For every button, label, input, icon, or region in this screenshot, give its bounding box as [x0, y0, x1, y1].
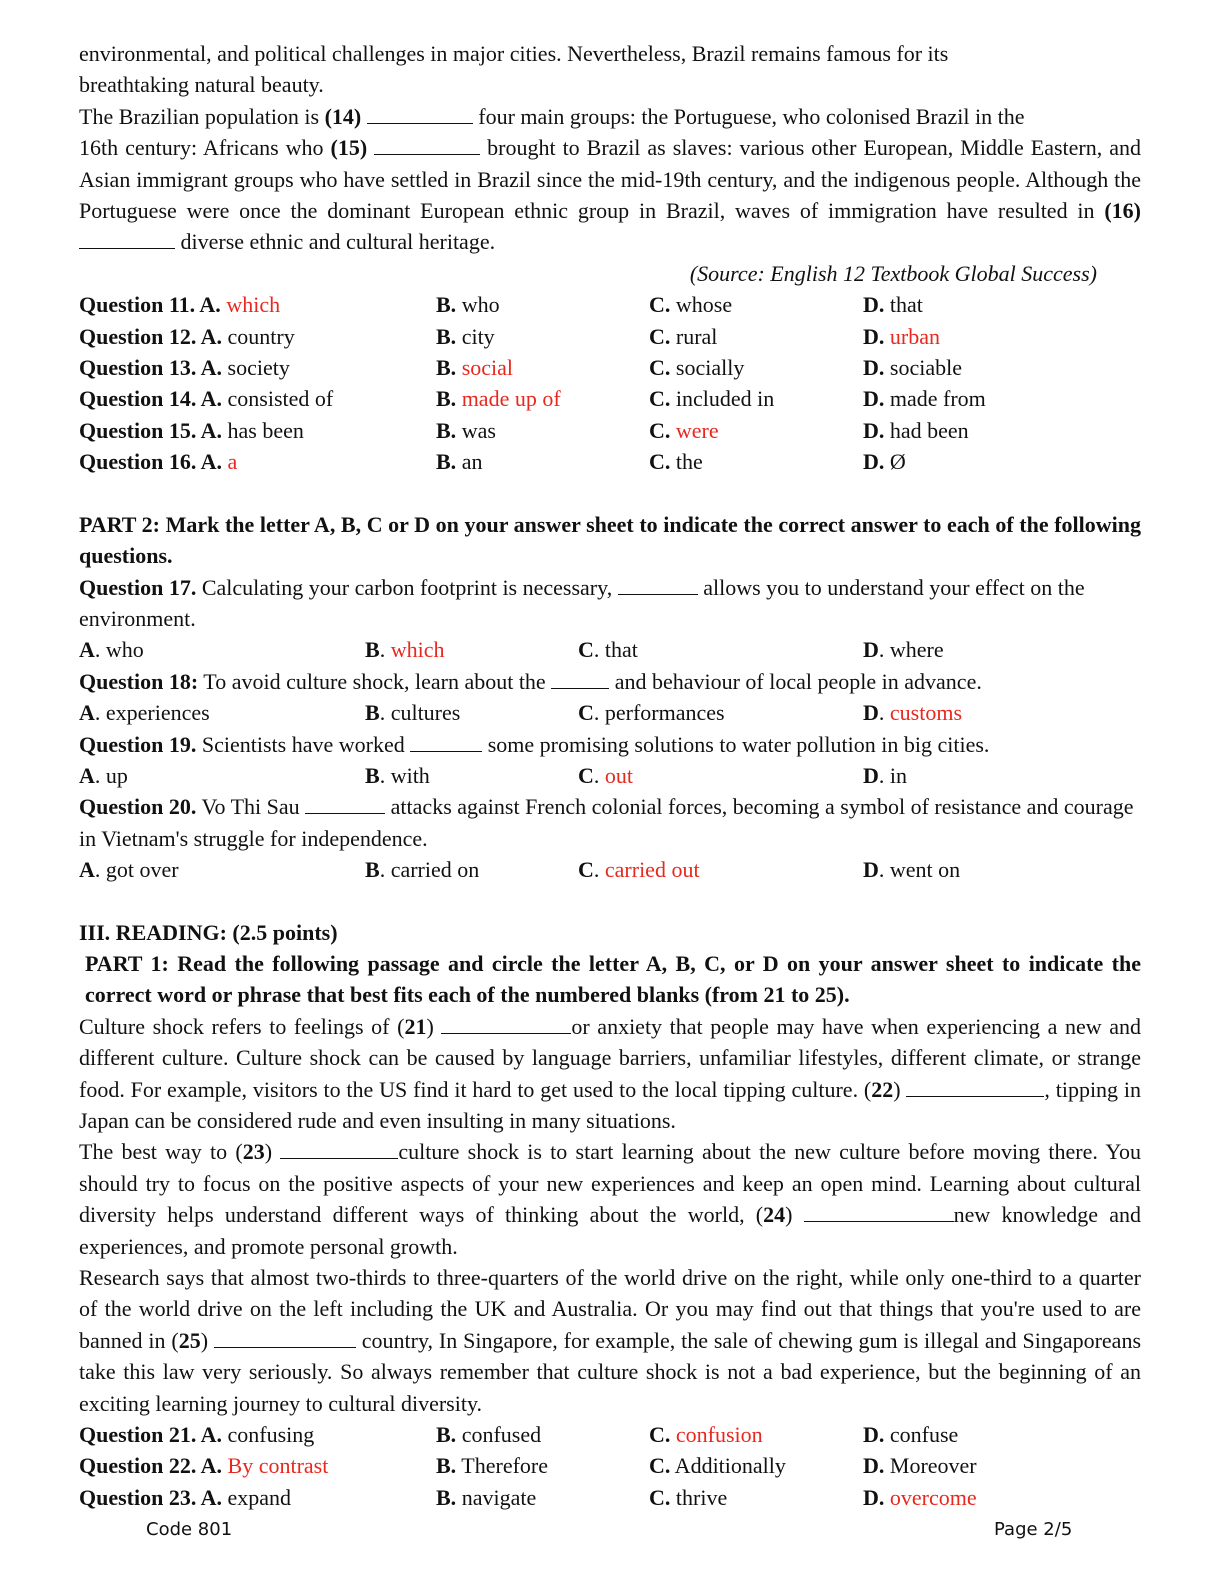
blank-21 [441, 1013, 571, 1034]
blank-23 [280, 1138, 398, 1159]
option-text: Additionally [670, 1453, 786, 1479]
option-b [436, 383, 649, 414]
question-label: Question 12. A. [79, 323, 223, 349]
exam-page [79, 38, 1141, 1513]
options-17 [79, 634, 1141, 665]
option-text: in [889, 762, 908, 788]
passage-text: 16th century: Africans who [79, 135, 331, 161]
option-dot: . [593, 857, 605, 883]
blank-19 [410, 731, 482, 752]
option-text: confusion [670, 1422, 763, 1448]
option-text: society [222, 355, 290, 381]
question-label: Question 21. A. [79, 1422, 223, 1448]
question-label: Question 15. A. [79, 417, 223, 443]
option-a [79, 854, 365, 885]
option-text: had been [884, 417, 969, 443]
options-19 [79, 760, 1141, 791]
question-options-row [79, 1419, 1141, 1450]
passage-text: brought to Brazil as slaves: various other European, Middle Eastern, and Asian immigrant groups who have settled in Brazil since the mid-19th century, and the indigenous people. Although the Portuguese were once the dominant European ethnic group in Brazil, waves of immigration have resulted in [79, 135, 1141, 224]
option-letter: D. [863, 449, 885, 475]
option-text: was [456, 417, 496, 443]
option-letter: D. [863, 1422, 885, 1448]
option-letter: B. [436, 292, 457, 318]
blank-25 [214, 1327, 356, 1348]
option-text: city [456, 323, 495, 349]
option-dot: . [94, 857, 106, 883]
option-text: which [390, 637, 445, 663]
option-text: By contrast [222, 1453, 329, 1479]
question-19 [79, 729, 1141, 760]
option-letter: B. [436, 449, 457, 475]
option-a [79, 1419, 436, 1450]
options-18 [79, 697, 1141, 728]
question-label: Question 20. [79, 794, 197, 820]
option-text: confused [456, 1422, 542, 1448]
option-c [649, 289, 863, 320]
option-dot: . [593, 762, 605, 788]
option-d [863, 1450, 1103, 1481]
option-a [79, 634, 365, 665]
option-letter: C. [649, 355, 671, 381]
option-text: urban [884, 323, 940, 349]
option-text: out [604, 762, 634, 788]
option-c [578, 634, 863, 665]
option-text: a [222, 449, 238, 475]
option-c [578, 760, 863, 791]
option-c [649, 1419, 863, 1450]
option-d [863, 854, 1103, 885]
option-c [649, 1450, 863, 1481]
passage-line: environmental, and political challenges in major cities. Nevertheless, Brazil remains famous for its [79, 41, 949, 66]
option-a [79, 289, 436, 320]
option-text: Moreover [884, 1453, 977, 1479]
option-letter: B. [436, 1422, 457, 1448]
option-d [863, 1419, 1103, 1450]
reading-paragraph-2 [79, 1136, 1141, 1262]
blank-number-16: (16) [1104, 198, 1141, 224]
blank-15 [374, 134, 480, 155]
option-text: who [456, 292, 500, 318]
passage-text: diverse ethnic and cultural heritage. [175, 229, 496, 255]
option-letter: B. [436, 417, 457, 443]
question-text: allows you to understand your effect on the environment. [79, 574, 1085, 631]
option-text: whose [670, 292, 733, 318]
option-text: with [390, 762, 430, 788]
options-block-21-23 [79, 1419, 1141, 1513]
options-block-11-16 [79, 289, 1141, 477]
question-text: attacks against French colonial forces, becoming a symbol of resistance and courage in Vietnam's struggle for independence. [79, 794, 1134, 851]
option-letter: D. [863, 1453, 885, 1479]
question-label: Question 23. A. [79, 1484, 223, 1510]
option-c [649, 383, 863, 414]
option-letter: A [79, 700, 95, 726]
option-letter: C. [649, 1453, 671, 1479]
option-letter: B. [436, 355, 457, 381]
question-options-row [79, 1450, 1141, 1481]
option-letter: C. [649, 1422, 671, 1448]
option-letter: B [365, 762, 380, 788]
option-a [79, 321, 436, 352]
question-options-row [79, 352, 1141, 383]
option-text: carried on [390, 857, 480, 883]
question-18 [79, 666, 1141, 697]
option-text: confuse [884, 1422, 959, 1448]
option-dot: . [593, 637, 605, 663]
option-dot: . [94, 637, 106, 663]
blank-24 [804, 1201, 954, 1222]
passage-text: The best way to ( [79, 1139, 243, 1165]
option-a [79, 415, 436, 446]
option-text: Ø [884, 449, 906, 475]
option-dot: . [94, 700, 106, 726]
question-label: Question 18: [79, 668, 199, 694]
option-text: expand [222, 1484, 292, 1510]
option-d [863, 760, 1103, 791]
passage-text: four main groups: the Portuguese, who colonised Brazil in the [472, 103, 1025, 129]
option-dot: . [379, 700, 391, 726]
blank-16 [79, 228, 175, 249]
option-b [436, 1450, 649, 1481]
passage-text: , tipping in Japan can be considered rude and even insulting in many situations. [79, 1076, 1141, 1133]
option-b [436, 1482, 649, 1513]
option-d [863, 697, 1103, 728]
option-dot: . [94, 762, 106, 788]
option-text: the [670, 449, 703, 475]
blank-14 [367, 103, 473, 124]
option-a [79, 760, 365, 791]
option-letter: D [863, 700, 879, 726]
option-b [436, 289, 649, 320]
reading-heading: III. READING: (2.5 points) [79, 919, 338, 945]
option-letter: B. [436, 386, 457, 412]
part2-heading: PART 2: Mark the letter A, B, C or D on your answer sheet to indicate the correct answer to each of the following questions. [79, 511, 1141, 569]
option-a [79, 383, 436, 414]
option-text: navigate [456, 1484, 537, 1510]
option-letter: B. [436, 1484, 457, 1510]
option-letter: C. [649, 323, 671, 349]
blank-20 [305, 793, 385, 814]
option-letter: B. [436, 1453, 457, 1479]
question-label: Question 22. A. [79, 1453, 223, 1479]
question-label: Question 11. A. [79, 292, 221, 318]
option-text: that [884, 292, 923, 318]
question-text: To avoid culture shock, learn about the [198, 668, 552, 694]
option-d [863, 383, 1103, 414]
passage-text: Research says that almost two-thirds to three-quarters of the world drive on the right, while only one-third to a quarter of the world drive on the left including the UK and Australia. Or you may find out that things that you're used to are banned in ( [79, 1265, 1141, 1353]
option-letter: D. [863, 355, 885, 381]
option-text: that [604, 637, 638, 663]
passage-text: or anxiety that people may have when experiencing a new and different culture. Culture shock can be caused by language barriers, unfamiliar lifestyles, different climate, or strange food. For example, visitors to the US find it hard to get used to the local tipping culture. ( [79, 1013, 1142, 1102]
question-options-row [79, 321, 1141, 352]
option-d [863, 289, 1103, 320]
option-text: performances [604, 700, 725, 726]
option-letter: C. [649, 292, 671, 318]
question-options-row [79, 446, 1141, 477]
option-a [79, 1450, 436, 1481]
option-text: cultures [390, 700, 461, 726]
option-d [863, 446, 1103, 477]
option-b [365, 634, 578, 665]
option-letter: D. [863, 292, 885, 318]
option-dot: . [878, 857, 890, 883]
option-d [863, 352, 1103, 383]
option-text: got over [105, 857, 179, 883]
option-text: social [456, 355, 514, 381]
passage-text: new knowledge and experiences, and promote personal growth. [79, 1202, 1141, 1259]
reading-paragraph-1 [79, 1011, 1141, 1137]
option-letter: A [79, 857, 95, 883]
option-b [436, 1419, 649, 1450]
option-text: consisted of [222, 386, 334, 412]
question-options-row [79, 383, 1141, 414]
option-text: overcome [884, 1484, 977, 1510]
option-letter: C [578, 857, 594, 883]
option-text: sociable [884, 355, 962, 381]
option-b [365, 854, 578, 885]
blank-18 [551, 668, 609, 689]
option-letter: D. [863, 386, 885, 412]
option-text: rural [670, 323, 718, 349]
option-c [649, 321, 863, 352]
option-text: carried out [604, 857, 700, 883]
options-20 [79, 854, 1141, 885]
option-c [649, 415, 863, 446]
option-a [79, 446, 436, 477]
option-letter: A [79, 637, 95, 663]
option-text: confusing [222, 1422, 315, 1448]
exam-code: Code 801 [146, 1519, 233, 1540]
option-c [649, 446, 863, 477]
question-20 [79, 791, 1141, 854]
passage-text: ) [893, 1076, 907, 1102]
passage-text: ) [426, 1013, 442, 1039]
reading-paragraph-3 [79, 1262, 1141, 1419]
option-letter: C [578, 762, 594, 788]
passage-text: Culture shock refers to feelings of ( [79, 1013, 405, 1039]
option-letter: B [365, 637, 380, 663]
option-text: who [105, 637, 144, 663]
blank-number-25: 25 [178, 1327, 201, 1353]
option-letter: D. [863, 417, 885, 443]
blank-number-22: 22 [871, 1076, 894, 1102]
option-text: an [456, 449, 483, 475]
question-options-row [79, 289, 1141, 320]
option-text: went on [889, 857, 961, 883]
question-label: Question 13. A. [79, 355, 223, 381]
option-dot: . [878, 700, 890, 726]
option-dot: . [379, 857, 391, 883]
option-text: socially [670, 355, 745, 381]
option-letter: C [578, 700, 594, 726]
page-number: Page 2/5 [994, 1519, 1073, 1540]
question-options-row [79, 1482, 1141, 1513]
passage-paragraph-brazil-population [79, 101, 1141, 258]
blank-22 [906, 1076, 1044, 1097]
option-b [436, 352, 649, 383]
option-letter: A [79, 762, 95, 788]
option-text: has been [222, 417, 304, 443]
option-text: country [222, 323, 295, 349]
option-d [863, 321, 1103, 352]
passage-text: culture shock is to start learning about the new culture before moving there. You should try to focus on the positive aspects of your new experiences and keep an open mind. Learning about cultural diversity helps understand different ways of thinking about the world, ( [79, 1139, 1142, 1228]
passage-text: ) [200, 1327, 214, 1353]
option-letter: B [365, 857, 380, 883]
option-letter: C. [649, 417, 671, 443]
blank-17 [618, 574, 698, 595]
option-dot: . [878, 762, 890, 788]
option-c [649, 352, 863, 383]
option-dot: . [593, 700, 605, 726]
option-a [79, 697, 365, 728]
option-text: were [670, 417, 719, 443]
question-label: Question 14. A. [79, 386, 223, 412]
question-label: Question 16. A. [79, 449, 223, 475]
reading-part1-instructions: PART 1: Read the following passage and circle the letter A, B, C, or D on your answer sheet to indicate the correct word or phrase that best fits each of the numbered blanks (from 21 to 25). [85, 950, 1141, 1008]
question-label: Question 19. [79, 731, 197, 757]
option-letter: C. [649, 386, 671, 412]
option-a [79, 1482, 436, 1513]
option-dot: . [379, 637, 391, 663]
option-d [863, 415, 1103, 446]
option-b [365, 697, 578, 728]
option-letter: D. [863, 1484, 885, 1510]
source-citation: (Source: English 12 Textbook Global Success) [689, 260, 1097, 286]
option-letter: C [578, 637, 594, 663]
option-a [79, 352, 436, 383]
blank-number-15: (15) [330, 135, 368, 161]
passage-text: ) [264, 1139, 281, 1165]
blank-number-21: 21 [404, 1013, 427, 1039]
option-text: included in [670, 386, 775, 412]
option-b [436, 415, 649, 446]
option-c [649, 1482, 863, 1513]
option-letter: C. [649, 1484, 671, 1510]
question-text: some promising solutions to water pollution in big cities. [482, 731, 990, 757]
option-letter: B [365, 700, 380, 726]
option-dot: . [878, 637, 890, 663]
question-17 [79, 572, 1141, 635]
passage-line: breathtaking natural beauty. [79, 72, 324, 98]
option-letter: D [863, 637, 879, 663]
question-options-row [79, 415, 1141, 446]
option-text: customs [889, 700, 963, 726]
option-text: which [220, 292, 281, 318]
option-letter: D [863, 857, 879, 883]
option-dot: . [379, 762, 391, 788]
option-text: Therefore [456, 1453, 549, 1479]
option-b [365, 760, 578, 791]
option-letter: D [863, 762, 879, 788]
question-text: Vo Thi Sau [196, 794, 306, 820]
option-text: experiences [105, 700, 210, 726]
passage-text: country, In Singapore, for example, the sale of chewing gum is illegal and Singaporeans take this law very seriously. So always remember that culture shock is not a bad experience, but the beginning of an exciting learning journey to cultural diversity. [79, 1327, 1142, 1416]
option-text: thrive [670, 1484, 728, 1510]
option-d [863, 634, 1103, 665]
option-letter: C. [649, 449, 671, 475]
option-b [436, 446, 649, 477]
option-c [578, 854, 863, 885]
option-b [436, 321, 649, 352]
question-text: Scientists have worked [196, 731, 411, 757]
question-text: Calculating your carbon footprint is necessary, [196, 574, 618, 600]
blank-number-23: 23 [242, 1139, 265, 1165]
option-letter: B. [436, 323, 457, 349]
passage-text: ) [785, 1202, 804, 1228]
option-c [578, 697, 863, 728]
option-text: made up of [456, 386, 561, 412]
option-text: where [889, 637, 944, 663]
blank-number-24: 24 [763, 1202, 786, 1228]
option-text: up [105, 762, 128, 788]
question-text: and behaviour of local people in advance. [609, 668, 982, 694]
option-letter: D. [863, 323, 885, 349]
blank-number-14: (14) [324, 103, 362, 129]
passage-text: The Brazilian population is [79, 103, 325, 129]
option-d [863, 1482, 1103, 1513]
option-text: made from [884, 386, 986, 412]
question-label: Question 17. [79, 574, 197, 600]
